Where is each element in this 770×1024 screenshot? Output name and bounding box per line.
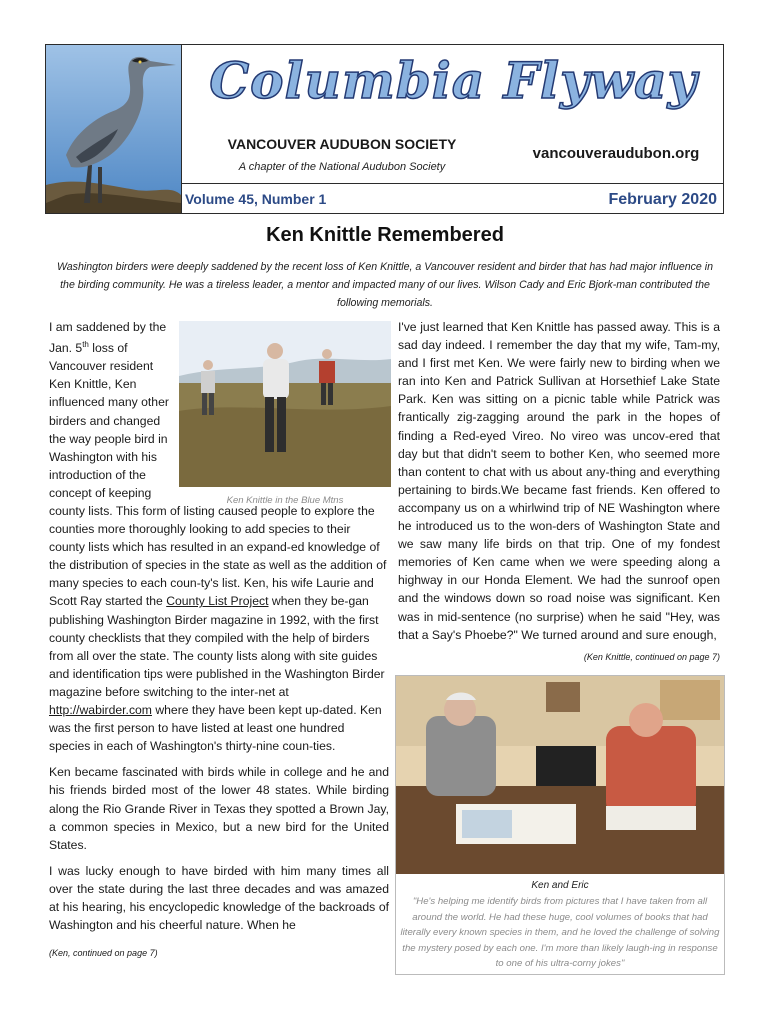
heron-illustration bbox=[46, 45, 181, 213]
ken-and-eric-caption-quote: "He's helping me identify birds from pictures that I have taken from all around the world. He had these huge, cool volumes of books that had literally every known species in them, and he loved the challenge of solving the mystery posed by each one. I'm more than likely laugh-ing in response to one of his ultra-corny jokes" bbox=[400, 896, 720, 969]
website-link[interactable]: vancouveraudubon.org bbox=[532, 145, 700, 162]
society-name: VANCOUVER AUDUBON SOCIETY bbox=[227, 136, 457, 152]
article-headline: Ken Knittle Remembered bbox=[266, 224, 504, 246]
paragraph-1-text-d: where they have been kept up-dated. Ken was the first person to have listed at least one hundred species in each of Washington's thirty-nine coun-ties. bbox=[49, 703, 382, 754]
continued-note-right: (Ken Knittle, continued on page 7) bbox=[583, 651, 720, 662]
continued-note-left: (Ken, continued on page 7) bbox=[49, 948, 158, 959]
volume-number: Volume 45, Number 1 bbox=[185, 191, 327, 207]
blue-mtns-caption: Ken Knittle in the Blue Mtns bbox=[226, 495, 344, 507]
column-left bbox=[49, 318, 389, 962]
ordinal-suffix: th bbox=[82, 340, 89, 350]
article-intro: Washington birders were deeply saddened by the recent loss of Ken Knittle, a Vancouver resident and birder that has had major influence in the birding community. He was a tireless leader, a mentor and impacted many of our lives. Wilson Cady and Eric Bjork-man contributed the following memorials. bbox=[56, 261, 714, 309]
paragraph-2: Ken became fascinated with birds while in college and he and his friends birded most of the lower 48 states. While birding along the Rio Grande River in Texas they spotted a Brown Jay, a common species in Mexico, but a new bird for the United States. bbox=[49, 765, 389, 852]
issue-date: February 2020 bbox=[608, 191, 717, 208]
ken-and-eric-caption-title: Ken and Eric bbox=[531, 880, 589, 891]
county-list-project-link[interactable]: County List Project bbox=[166, 594, 269, 609]
ken-and-eric-photo bbox=[396, 676, 724, 874]
chapter-tagline: A chapter of the National Audubon Society bbox=[238, 161, 446, 173]
column-right bbox=[398, 318, 720, 666]
masthead bbox=[45, 44, 724, 214]
newsletter-title: Columbia Flyway bbox=[209, 51, 698, 110]
paragraph-1-text-b: loss of Vancouver resident Ken Knittle, Ken influenced many other birders and changed the way people bird in Washington with his introduction of the concept of keeping county lists. This form of listing caused people to explore the counties more thoroughly looking to add species to their county lists which has resulted in an expand-ed knowledge of the distribution of species in the state as well as the addition of many species to each coun-ty's list. Ken, his wife Laurie and Scott Ray started the bbox=[49, 341, 387, 609]
wabirder-link[interactable]: http://wabirder.com bbox=[49, 703, 152, 718]
blue-mtns-photo bbox=[179, 321, 391, 487]
heron-photo bbox=[46, 45, 182, 213]
memorial-paragraph: I've just learned that Ken Knittle has passed away. This is a sad day indeed. I remember the day that my wife, Tam-my, and I first met Ken. We were fairly new to birding when we ran into Ken and Patrick Sullivan at Horsethief Lake State Park. Ken was sitting on a picnic table while Patrick was frantically zig-zagging around the park in the hopes of finding a Red-eyed Vireo. No vireo was uncov-ered that day but that didn't seem to bother Ken, who seemed more than content to chat with us about any-thing and everything pertaining to birds.We became fast friends. Ken offered to accompany us on a whirlwind trip of NE Washington where he introduced us to the won-ders of Washington State and we saw many life birds on that trip. One of my fondest memories of Ken came when we were speeding along a highway in our Honda Element. We had the sunroof open and the windows down so road noise was significant. Ken was in mid-sentence (no surprise) when he said "Hey, was that a Say's Phoebe?" We turned around and sure enough, bbox=[398, 320, 720, 642]
paragraph-1-text-c: when they be-gan publishing Washington Birder magazine in 1992, with the first county checklists that they compiled with the help of birders from all over the state. The county lists along with site guides and identification tips were published in the Washington Birder magazine before switching to the inter-net at bbox=[49, 594, 385, 699]
blue-mtns-photo-figure bbox=[179, 321, 391, 507]
masthead-divider bbox=[182, 183, 724, 184]
paragraph-1-text-a: I am saddened by the Jan. 5 bbox=[49, 320, 167, 356]
paragraph-3: I was lucky enough to have birded with him many times all over the state during the last three decades and was amazed at his hearing, his encyclopedic knowledge of the backroads of Washington and his cheerful nature. When he bbox=[49, 863, 389, 933]
